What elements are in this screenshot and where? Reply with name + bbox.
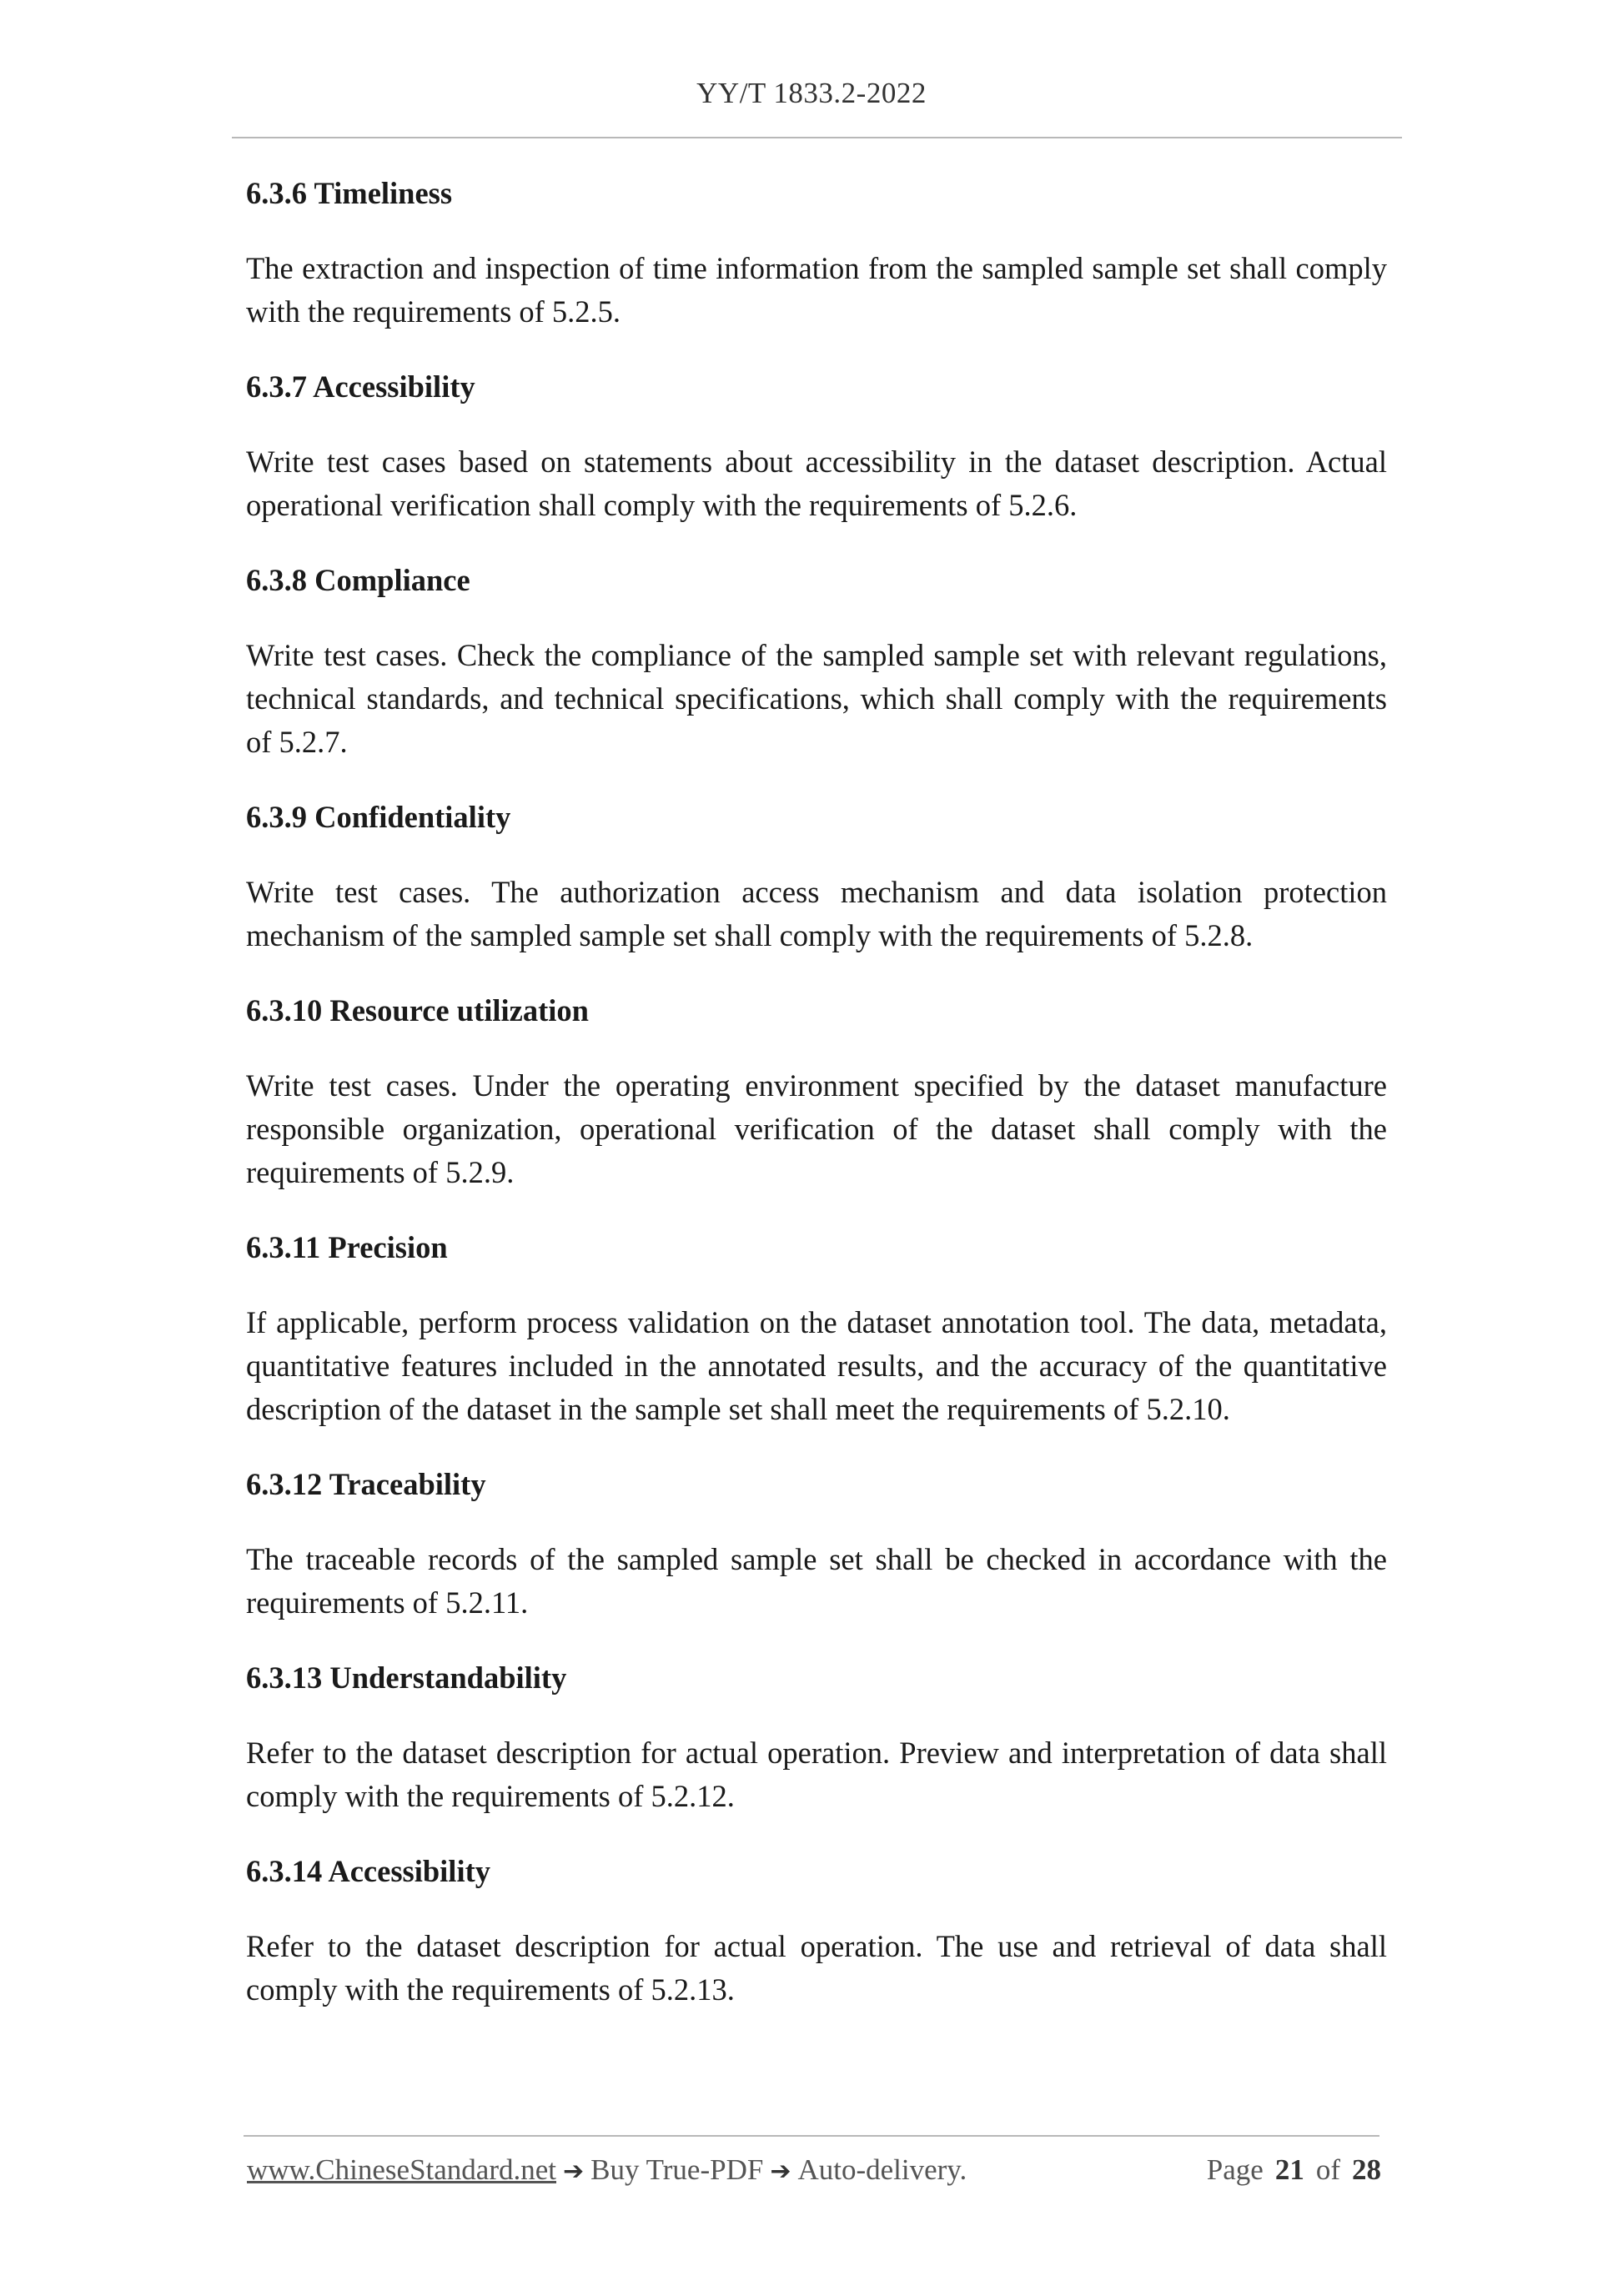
section-paragraph: The traceable records of the sampled sample set shall be checked in accordance with the requirements of 5.2.11. <box>246 1542 1387 1620</box>
section-heading: 6.3.13 Understandability <box>246 1660 567 1695</box>
section-heading: 6.3.9 Confidentiality <box>246 800 511 834</box>
of-label: of <box>1315 2153 1340 2186</box>
auto-delivery-text: Auto-delivery. <box>797 2153 967 2186</box>
section-paragraph: Refer to the dataset description for actual operation. The use and retrieval of data shall comply with the requirements of 5.2.13. <box>246 1929 1387 2007</box>
footer-divider <box>244 2135 1379 2137</box>
current-page-number: 21 <box>1274 2153 1304 2186</box>
section-paragraph: If applicable, perform process validation on the dataset annotation tool. The data, metadata, quantitative features included in the annotated results, and the accuracy of the quantitative description of the dataset in the sample set shall meet the requirements of 5.2.10. <box>246 1305 1387 1426</box>
section-paragraph: Write test cases. The authorization access mechanism and data isolation protection mechanism of the sampled sample set shall comply with the requirements of 5.2.8. <box>246 875 1387 952</box>
section-heading: 6.3.12 Traceability <box>246 1467 486 1501</box>
section-6-3-11 <box>246 1226 1387 1431</box>
footer-promo <box>247 2153 967 2187</box>
section-heading: 6.3.10 Resource utilization <box>246 993 589 1027</box>
chinesestandard-link[interactable]: www.ChineseStandard.net <box>247 2153 556 2186</box>
section-6-3-7 <box>246 365 1387 527</box>
section-6-3-14 <box>246 1850 1387 2012</box>
section-6-3-6 <box>246 172 1387 334</box>
section-6-3-10 <box>246 989 1387 1194</box>
document-code-header: YY/T 1833.2-2022 <box>696 77 927 109</box>
page-label: Page <box>1206 2153 1264 2186</box>
section-heading: 6.3.6 Timeliness <box>246 176 453 210</box>
right-arrow-icon: ➔ <box>770 2157 791 2186</box>
section-6-3-8 <box>246 559 1387 764</box>
section-paragraph: Write test cases based on statements about accessibility in the dataset description. Actual operational verification shall comply with the requirements of 5.2.6. <box>246 445 1387 522</box>
buy-true-pdf-text: Buy True-PDF <box>590 2153 764 2186</box>
page-indicator <box>1207 2153 1381 2187</box>
total-page-count: 28 <box>1352 2153 1381 2186</box>
section-6-3-9 <box>246 796 1387 957</box>
section-6-3-13 <box>246 1656 1387 1818</box>
section-paragraph: The extraction and inspection of time information from the sampled sample set shall comply with the requirements of 5.2.5. <box>246 251 1387 329</box>
section-paragraph: Refer to the dataset description for actual operation. Preview and interpretation of data shall comply with the requirements of 5.2.12. <box>246 1736 1387 1813</box>
header-divider <box>232 137 1402 138</box>
right-arrow-icon: ➔ <box>563 2157 585 2186</box>
section-paragraph: Write test cases. Under the operating environment specified by the dataset manufacture responsible organization, operational verification of the dataset shall comply with the requirements of 5.2.9. <box>246 1068 1387 1189</box>
section-heading: 6.3.14 Accessibility <box>246 1854 490 1888</box>
section-heading: 6.3.8 Compliance <box>246 563 470 597</box>
page-content <box>246 172 1387 2043</box>
section-paragraph: Write test cases. Check the compliance of the sampled sample set with relevant regulations, technical standards, and technical specifications, which shall comply with the requirements of 5.2.7. <box>246 638 1387 759</box>
section-heading: 6.3.11 Precision <box>246 1230 448 1264</box>
section-6-3-12 <box>246 1463 1387 1625</box>
section-heading: 6.3.7 Accessibility <box>246 369 475 404</box>
